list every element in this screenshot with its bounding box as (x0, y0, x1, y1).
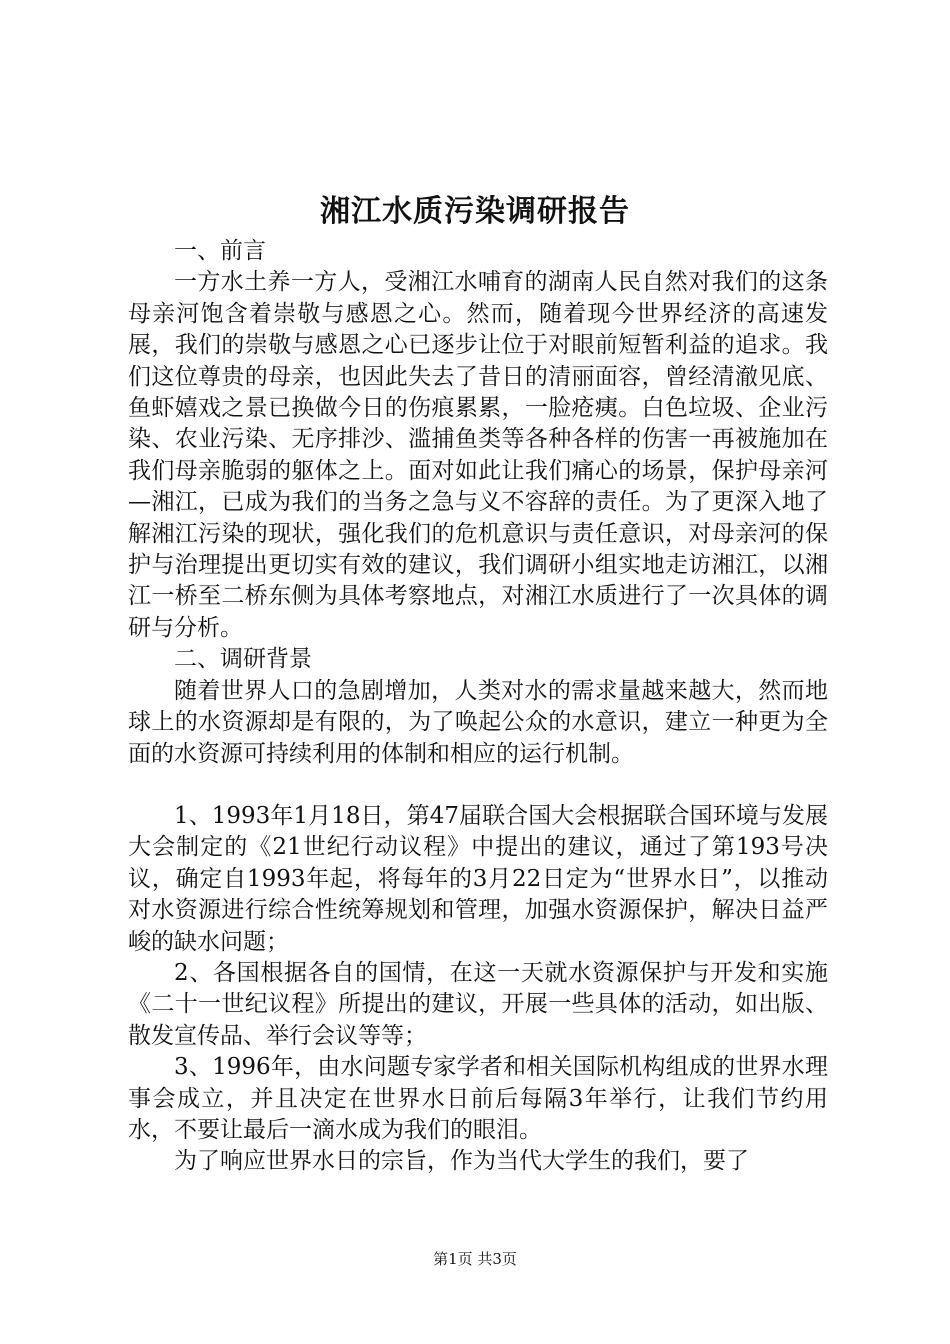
paragraph-background: 随着世界人口的急剧增加，人类对水的需求量越来越大，然而地球上的水资源却是有限的，为了唤起公众的水意识，建立一种更为全面的水资源可持续利用的体制和相应的运行机制。 (128, 677, 828, 767)
paragraph-item-1: 1、1993年1月18日，第47届联合国大会根据联合国环境与发展大会制定的《21世纪行动议程》中提出的建议，通过了第193号决议，确定自1993年起，将每年的3月22日定为“世界水日”，以推动对水资源进行综合性统筹规划和管理，加强水资源保护，解决日益严峻的缺水问题； (128, 802, 828, 955)
paragraph-closing: 为了响应世界水日的宗旨，作为当代大学生的我们，要了 (174, 1148, 749, 1175)
document-title: 湘江水质污染调研报告 (320, 194, 630, 229)
blank-line (128, 770, 828, 801)
section-heading-preface: 一、前言 (174, 238, 266, 264)
document-body (128, 236, 828, 1178)
paragraph-item-3: 3、1996年，由水问题专家学者和相关国际机构组成的世界水理事会成立，并且决定在世界水日前后每隔3年举行，让我们节约用水，不要让最后一滴水成为我们的眼泪。 (128, 1054, 828, 1143)
paragraph-item-2: 2、各国根据各自的国情，在这一天就水资源保护与开发和实施《二十一世纪议程》所提出的建议，开展一些具体的活动，如出版、散发宣传品、举行会议等等； (128, 959, 828, 1049)
paragraph-preface: 一方水土养一方人，受湘江水哺育的湖南人民自然对我们的这条母亲河饱含着崇敬与感恩之心。然而，随着现今世界经济的高速发展，我们的崇敬与感恩之心已逐步让位于对眼前短暂利益的追求。我们这位尊贵的母亲，也因此失去了昔日的清丽面容，曾经清澈见底、鱼虾嬉戏之景已换做今日的伤痕累累，一脸疮痍。白色垃圾、企业污染、农业污染、无序排沙、滥捕鱼类等各种各样的伤害一再被施加在我们母亲脆弱的躯体之上。面对如此让我们痛心的场景，保护母亲河—湘江，已成为我们的当务之急与义不容辞的责任。为了更深入地了解湘江污染的现状，强化我们的危机意识与责任意识，对母亲河的保护与治理提出更切实有效的建议，我们调研小组实地走访湘江，以湘江一桥至二桥东侧为具体考察地点，对湘江水质进行了一次具体的调研与分析。 (128, 269, 828, 641)
page-footer: 第1页 共3页 (433, 1250, 517, 1268)
section-heading-background: 二、调研背景 (174, 646, 312, 673)
